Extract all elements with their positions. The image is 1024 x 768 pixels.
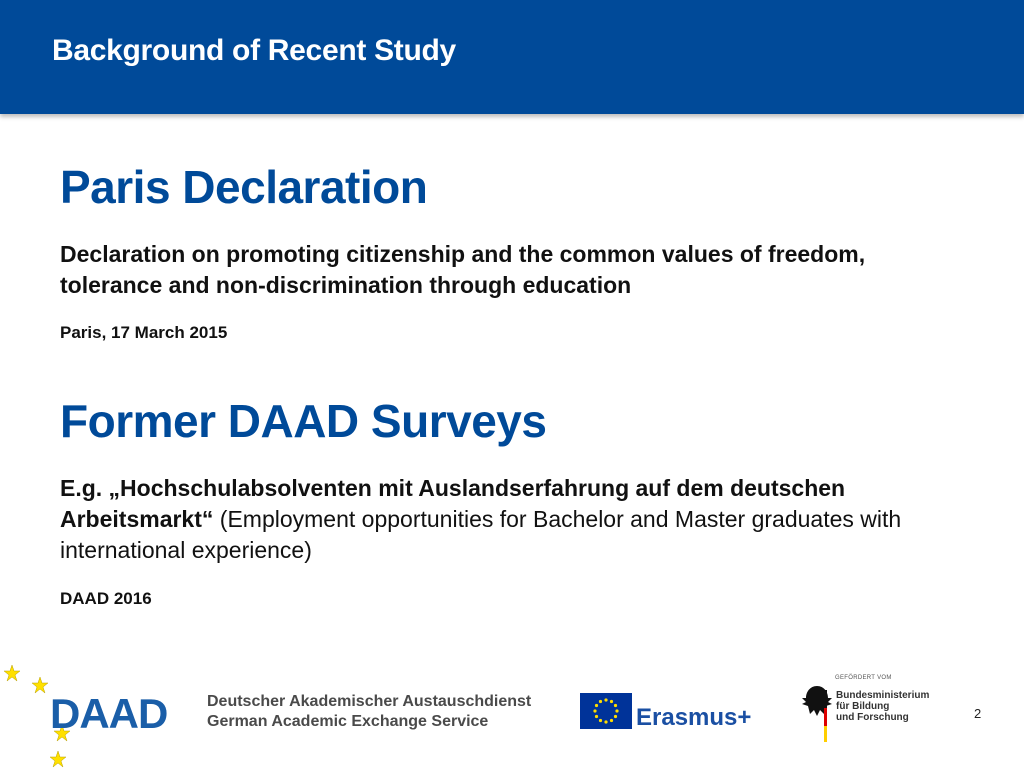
paris-source: Paris, 17 March 2015 [60, 323, 228, 342]
bmbf-ministry-name [836, 690, 929, 723]
daad-logo: DAAD [50, 690, 168, 737]
star-icon [50, 751, 66, 767]
survey-title-english: (Employment opportunities for Bachelor and Master graduates with international experience) [60, 506, 902, 563]
bmbf-funded-label: GEFÖRDERT VOM [835, 675, 892, 681]
bmbf-line2: für Bildung [836, 701, 890, 712]
paris-subtitle-line2: tolerance and non-discrimination through education [60, 272, 632, 298]
star-icon [32, 677, 48, 693]
section-heading-paris: Paris Declaration [60, 161, 428, 213]
section-heading-daad: Former DAAD Surveys [60, 395, 547, 447]
daad-source: DAAD 2016 [60, 589, 152, 608]
survey-title-german: E.g. „Hochschulabsolventen mit Auslandserfahrung auf dem deutschen Arbeitsmarkt“ [60, 475, 846, 532]
daad-name-german: Deutscher Akademischer Austauschdienst [207, 693, 532, 710]
slide-title: Background of Recent Study [52, 34, 456, 67]
slide-header [0, 0, 1024, 114]
federal-eagle-icon [800, 680, 834, 748]
daad-name-english: German Academic Exchange Service [207, 713, 489, 730]
daad-survey-description [60, 473, 980, 566]
erasmus-plus-logo: Erasmus+ [636, 704, 752, 731]
paris-subtitle-line1: Declaration on promoting citizenship and the common values of freedom, [60, 241, 866, 267]
bmbf-line3: und Forschung [836, 712, 909, 723]
daad-organization-name [207, 692, 531, 732]
eu-flag-icon [580, 693, 632, 729]
page-number: 2 [974, 706, 982, 721]
bmbf-line1: Bundesministerium [836, 690, 930, 701]
star-icon [4, 665, 20, 681]
